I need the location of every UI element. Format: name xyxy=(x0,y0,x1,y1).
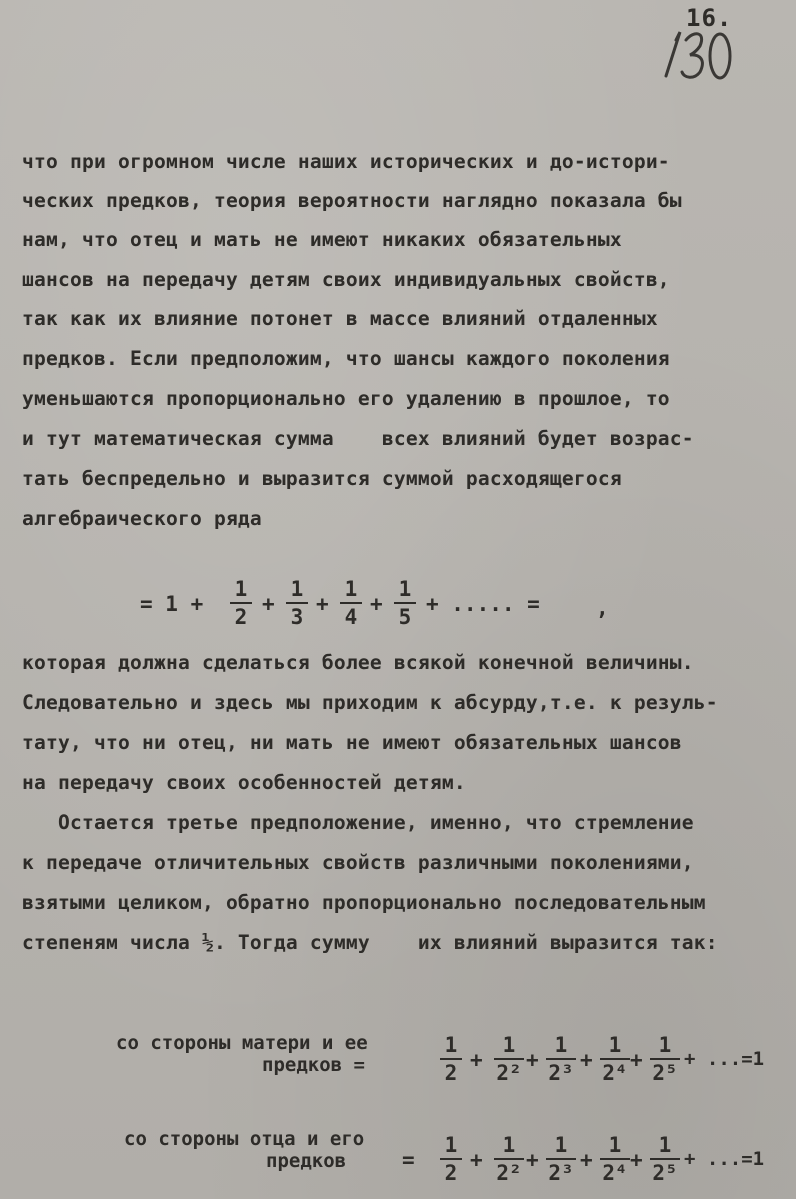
formula-tail: + ..... = xyxy=(426,592,540,616)
body-line: шансов на передачу детям своих индивидуальных свойств, xyxy=(22,268,670,291)
handwritten-folio-number xyxy=(656,18,736,88)
fraction-term: 1 2⁵ xyxy=(650,1034,680,1084)
body-line: Остается третье предположение, именно, что стремление xyxy=(22,811,694,834)
body-line: и тут математическая сумма всех влияний будет возрас- xyxy=(22,427,694,450)
body-line: Следовательно и здесь мы приходим к абсурду,т.е. к резуль- xyxy=(22,691,718,714)
formula-tail: + ...=1 xyxy=(684,1048,765,1070)
fraction-term: 1 4 xyxy=(340,578,362,628)
body-line: что при огромном числе наших исторических и до-истори- xyxy=(22,150,670,173)
fraction-term: 1 2² xyxy=(494,1134,524,1184)
fraction-term: 1 2 xyxy=(230,578,252,628)
plus-sign: + xyxy=(526,1048,539,1072)
body-line: к передаче отличительных свойств различными поколениями, xyxy=(22,851,694,874)
fraction-term: 1 2⁴ xyxy=(600,1034,630,1084)
body-line: нам, что отец и мать не имеют никаких обязательных xyxy=(22,228,622,251)
plus-sign: + xyxy=(262,592,275,616)
fraction-term: 1 2 xyxy=(440,1134,462,1184)
fraction-term: 1 3 xyxy=(286,578,308,628)
formula-label: со стороны матери и ее xyxy=(116,1032,368,1054)
fraction-term: 1 2⁵ xyxy=(650,1134,680,1184)
body-line: алгебраического ряда xyxy=(22,507,262,530)
fraction-term: 1 2² xyxy=(494,1034,524,1084)
fraction-term: 1 2 xyxy=(440,1034,462,1084)
fraction-term: 1 2⁴ xyxy=(600,1134,630,1184)
body-line: предков. Если предположим, что шансы каждого поколения xyxy=(22,347,670,370)
formula-comma: , xyxy=(596,596,609,620)
body-line: так как их влияние потонет в массе влияний отдаленных xyxy=(22,307,658,330)
body-line: тать беспредельно и выразится суммой расходящегося xyxy=(22,467,622,490)
body-line: уменьшаются пропорционально его удалению в прошлое, то xyxy=(22,387,670,410)
plus-sign: + xyxy=(470,1148,483,1172)
body-line: которая должна сделаться более всякой конечной величины. xyxy=(22,651,694,674)
page-number: 16. xyxy=(686,4,733,32)
body-line: взятыми целиком, обратно пропорционально последовательным xyxy=(22,891,706,914)
body-line: степеням числа ½. Тогда сумму их влияний выразится так: xyxy=(22,931,718,954)
plus-sign: + xyxy=(630,1148,643,1172)
formula-label: со стороны отца и его xyxy=(124,1128,365,1150)
formula-label: предков xyxy=(266,1150,347,1172)
formula-tail: + ...=1 xyxy=(684,1148,765,1170)
fraction-term: 1 5 xyxy=(394,578,416,628)
plus-sign: + xyxy=(370,592,383,616)
formula-label: предков = xyxy=(262,1054,365,1076)
formula-lead: = 1 + xyxy=(140,592,204,616)
plus-sign: + xyxy=(630,1048,643,1072)
fraction-term: 1 2³ xyxy=(546,1034,576,1084)
plus-sign: + xyxy=(580,1148,593,1172)
body-line: на передачу своих особенностей детям. xyxy=(22,771,466,794)
plus-sign: + xyxy=(316,592,329,616)
plus-sign: + xyxy=(580,1048,593,1072)
plus-sign: + xyxy=(470,1048,483,1072)
plus-sign: + xyxy=(526,1148,539,1172)
fraction-term: 1 2³ xyxy=(546,1134,576,1184)
body-line: ческих предков, теория вероятности наглядно показала бы xyxy=(22,189,682,212)
equals-sign: = xyxy=(402,1148,415,1172)
body-line: тату, что ни отец, ни мать не имеют обязательных шансов xyxy=(22,731,682,754)
